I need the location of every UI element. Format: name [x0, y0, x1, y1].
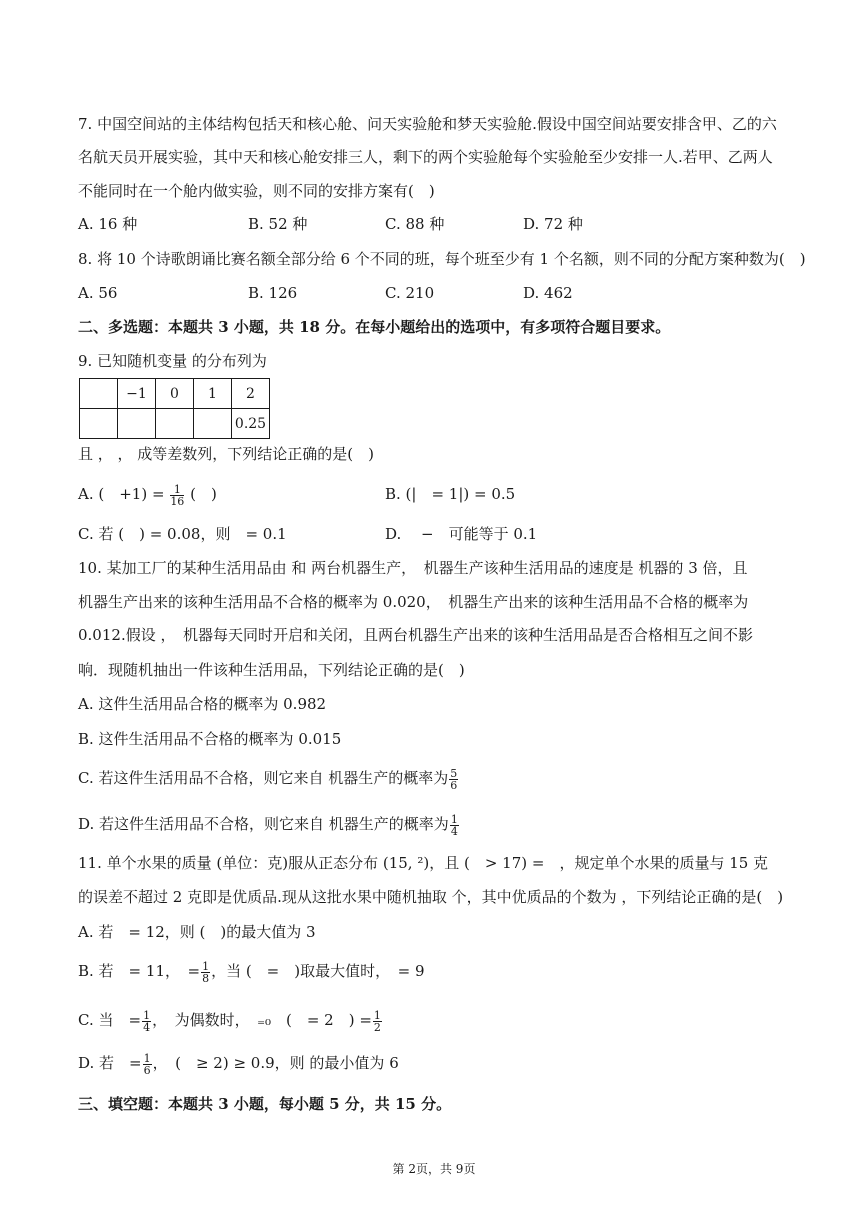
q10-option-b: B. 这件生活用品不合格的概率为 0.015: [78, 730, 342, 748]
q11-option-d-tail: ， ( ≥ 2) ≥ 0.9，则 的最小值为 6: [152, 1054, 399, 1072]
q11-option-b-tail: ，当 ( = )取最大值时， = 9: [211, 962, 425, 980]
q7-option-a: A. 16 种: [78, 215, 138, 233]
q7-option-c: C. 88 种: [385, 215, 445, 233]
q9-option-a: [78, 483, 217, 507]
table-cell: 0.25: [232, 409, 270, 439]
q9-option-d: D. − 可能等于 0.1: [385, 525, 538, 543]
q10-option-a: A. 这件生活用品合格的概率为 0.982: [78, 695, 327, 713]
table-cell: [80, 379, 118, 409]
table-cell: [156, 409, 194, 439]
q8-option-a: A. 56: [78, 284, 118, 302]
distribution-table: [79, 378, 270, 439]
q11-option-d-text: D. 若 =: [78, 1054, 142, 1072]
q10-option-c: [78, 767, 459, 791]
q7-option-b: B. 52 种: [248, 215, 308, 233]
q11-option-d: [78, 1052, 399, 1076]
q11-option-a: A. 若 = 12，则 ( )的最大值为 3: [78, 923, 316, 941]
q10-line-3: 0.012.假设 ， 机器每天同时开启和关闭，且两台机器生产出来的该种生活用品是否合格相互之间不影: [78, 626, 753, 644]
fraction: $\frac{1}{16}$: [170, 482, 185, 508]
fraction: $\frac{1}{6}$: [143, 1051, 151, 1077]
fraction: $\frac{1}{2}$: [373, 1008, 381, 1034]
page-footer: 第 2页，共 9页: [392, 1162, 476, 1176]
q11-option-b-text: B. 若 = 11， =: [78, 962, 201, 980]
q9-option-a-text: A. ( +1) =: [78, 485, 165, 503]
fraction: $\frac{5}{6}$: [450, 766, 458, 792]
q10-option-d: [78, 813, 460, 837]
q8-option-d: D. 462: [523, 284, 573, 302]
table-row: [80, 379, 270, 409]
q11-line-2: 的误差不超过 2 克即是优质品.现从这批水果中随机抽取 个，其中优质品的个数为 ，下列结论正确的是( ): [78, 888, 784, 906]
q8-option-b: B. 126: [248, 284, 298, 302]
section-2-heading: 二、多选题：本题共 3 小题，共 18 分。在每小题给出的选项中，有多项符合题目要求。: [78, 318, 671, 336]
q10-line-1: 10. 某加工厂的某种生活用品由 和 两台机器生产， 机器生产该种生活用品的速度是 机器的 3 倍，且: [78, 559, 748, 577]
table-cell: [118, 409, 156, 439]
q7-line-2: 名航天员开展实验，其中天和核心舱安排三人，剩下的两个实验舱每个实验舱至少安排一人.若甲、乙两人: [78, 148, 773, 166]
q9-line-1: 9. 已知随机变量 的分布列为: [78, 352, 267, 370]
q11-option-c: [78, 1009, 383, 1033]
q8-option-c: C. 210: [385, 284, 435, 302]
q11-line-1: 11. 单个水果的质量 (单位：克)服从正态分布 (15, ²)，且 ( > 17) = ，规定单个水果的质量与 15 克: [78, 854, 769, 872]
q11-option-c-text: C. 当 =: [78, 1011, 142, 1029]
q7-line-3: 不能同时在一个舱内做实验，则不同的安排方案有( ): [78, 182, 435, 200]
fraction: $\frac{1}{4}$: [143, 1008, 151, 1034]
section-3-heading: 三、填空题：本题共 3 小题，每小题 5 分，共 15 分。: [78, 1095, 452, 1113]
q7-line-1: 7. 中国空间站的主体结构包括天和核心舱、问天实验舱和梦天实验舱.假设中国空间站要安排含甲、乙的六: [78, 115, 777, 133]
q9-option-b: B. (| = 1|) = 0.5: [385, 485, 516, 503]
fraction: $\frac{1}{4}$: [450, 812, 458, 838]
table-cell: [80, 409, 118, 439]
q10-line-4: 响．现随机抽出一件该种生活用品，下列结论正确的是( ): [78, 661, 465, 679]
q11-option-b: [78, 960, 424, 984]
q9-option-a-tail: ( ): [190, 485, 217, 503]
table-cell: −1: [118, 379, 156, 409]
q11-option-c-mid: ， 为偶数时， ₌₀ ( = 2 ) =: [152, 1011, 372, 1029]
table-cell: 2: [232, 379, 270, 409]
q9-option-c: C. 若 ( ) = 0.08，则 = 0.1: [78, 525, 287, 543]
q8-line-1: 8. 将 10 个诗歌朗诵比赛名额全部分给 6 个不同的班，每个班至少有 1 个名额，则不同的分配方案种数为( ): [78, 250, 806, 268]
table-cell: 1: [194, 379, 232, 409]
table-cell: 0: [156, 379, 194, 409]
table-row: [80, 409, 270, 439]
q10-line-2: 机器生产出来的该种生活用品不合格的概率为 0.020， 机器生产出来的该种生活用品不合格的概率为: [78, 593, 749, 611]
q10-option-c-text: C. 若这件生活用品不合格，则它来自 机器生产的概率为: [78, 769, 449, 787]
fraction: $\frac{1}{8}$: [202, 959, 210, 985]
table-cell: [194, 409, 232, 439]
q10-option-d-text: D. 若这件生活用品不合格，则它来自 机器生产的概率为: [78, 815, 449, 833]
q7-option-d: D. 72 种: [523, 215, 583, 233]
q9-line-2: 且 ， ， 成等差数列，下列结论正确的是( ): [78, 445, 375, 463]
